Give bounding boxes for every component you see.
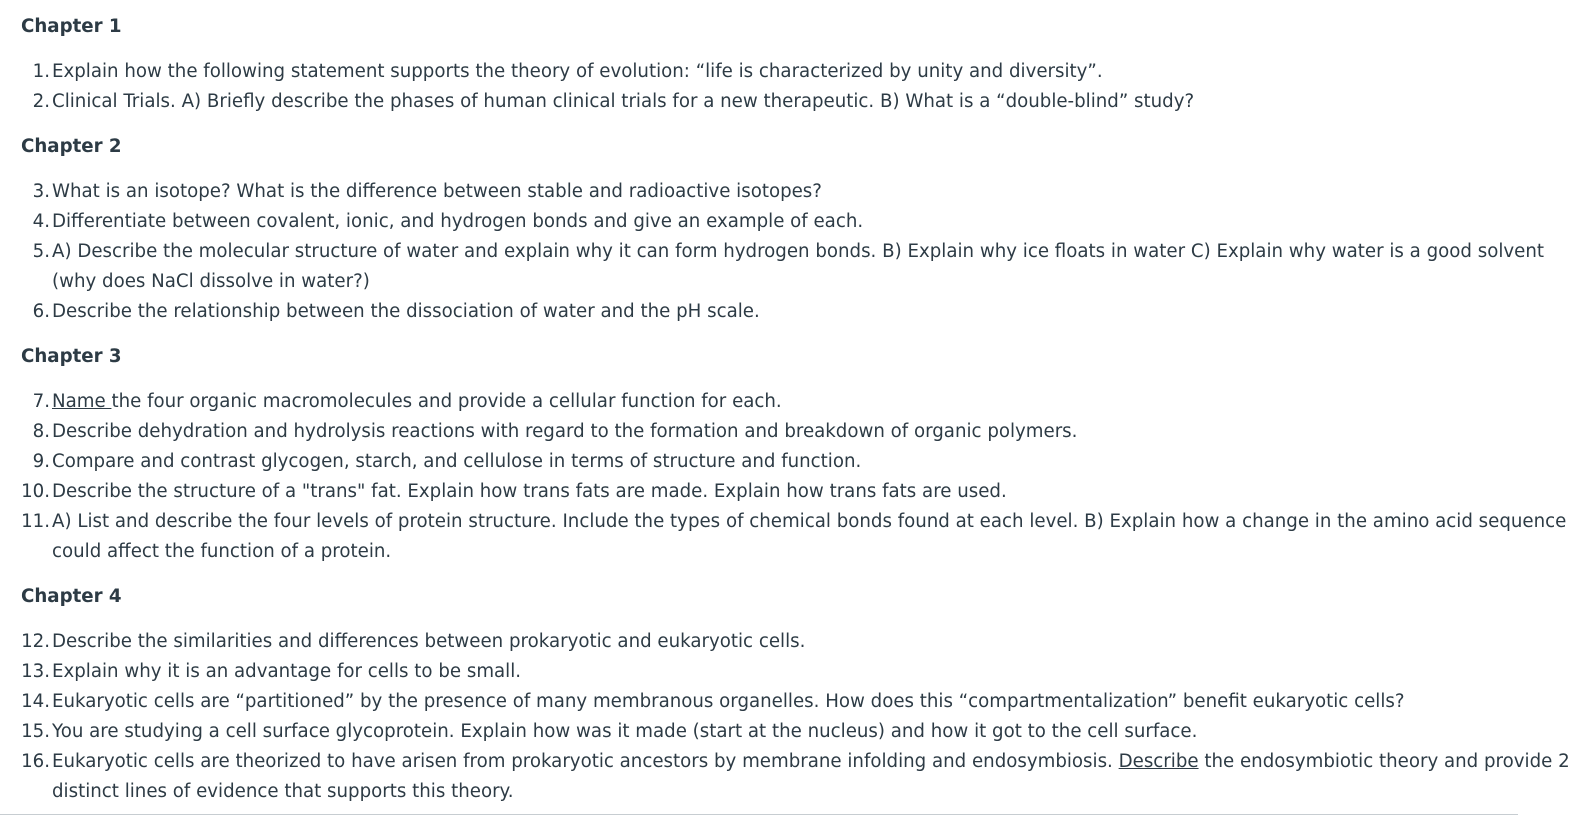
question-text: Explain how the following statement supports the theory of evolution: “life is characterized by unity and diversity”. bbox=[52, 61, 1103, 82]
chapter-heading: Chapter 3 bbox=[21, 346, 122, 367]
question-item bbox=[21, 207, 1518, 237]
question-number: 7. bbox=[32, 391, 50, 412]
question-text-line-2: could affect the function of a protein. bbox=[52, 541, 392, 562]
question-text: Describe dehydration and hydrolysis reactions with regard to the formation and breakdown of organic polymers. bbox=[52, 421, 1078, 442]
question-text: Clinical Trials. A) Briefly describe the phases of human clinical trials for a new therapeutic. B) What is a “double-blind” study? bbox=[52, 91, 1195, 112]
bottom-divider bbox=[0, 814, 1518, 815]
chapter-1-section bbox=[21, 0, 1518, 117]
question-text-line-1: A) Describe the molecular structure of water and explain why it can form hydrogen bonds. B) Explain why ice floats in water C) Explain why water is a good solvent bbox=[52, 241, 1544, 262]
question-number: 11. bbox=[21, 511, 50, 532]
question-text-line-2: (why does NaCl dissolve in water?) bbox=[52, 271, 370, 292]
question-item bbox=[21, 387, 1518, 417]
question-text: What is an isotope? What is the difference between stable and radioactive isotopes? bbox=[52, 181, 822, 202]
question-text: Describe the similarities and differences between prokaryotic and eukaryotic cells. bbox=[52, 631, 806, 652]
question-item bbox=[21, 297, 1518, 327]
question-text: the endosymbiotic theory and provide 2 bbox=[1198, 751, 1570, 772]
question-item bbox=[21, 657, 1518, 687]
question-number: 10. bbox=[21, 481, 50, 502]
underlined-keyword: Name bbox=[52, 391, 112, 412]
question-number: 4. bbox=[32, 211, 50, 232]
question-item bbox=[21, 687, 1518, 717]
question-text: Eukaryotic cells are “partitioned” by the presence of many membranous organelles. How does this “compartmentalization” benefit eukaryotic cells? bbox=[52, 691, 1405, 712]
question-list bbox=[21, 162, 1544, 327]
question-number: 1. bbox=[32, 61, 50, 82]
question-item bbox=[21, 627, 1518, 657]
question-text: Describe the structure of a "trans" fat. Explain how trans fats are made. Explain how trans fats are used. bbox=[52, 481, 1007, 502]
question-text: Eukaryotic cells are theorized to have arisen from prokaryotic ancestors by membrane infolding and endosymbiosis. bbox=[52, 751, 1119, 772]
question-text-line-1: A) List and describe the four levels of protein structure. Include the types of chemical bonds found at each level. B) Explain how a change in the amino acid sequence bbox=[52, 511, 1567, 532]
question-number: 6. bbox=[32, 301, 50, 322]
question-item bbox=[21, 507, 1567, 567]
question-list bbox=[21, 42, 1518, 117]
question-text: Differentiate between covalent, ionic, and hydrogen bonds and give an example of each. bbox=[52, 211, 864, 232]
chapter-heading: Chapter 2 bbox=[21, 136, 122, 157]
question-item bbox=[21, 87, 1518, 117]
question-number: 16. bbox=[21, 751, 50, 772]
question-item bbox=[21, 177, 1518, 207]
question-text: Compare and contrast glycogen, starch, and cellulose in terms of structure and function. bbox=[52, 451, 862, 472]
question-number: 3. bbox=[32, 181, 50, 202]
question-list bbox=[21, 612, 1570, 807]
question-number: 14. bbox=[21, 691, 50, 712]
chapter-3-section bbox=[21, 327, 1567, 567]
question-text: Explain why it is an advantage for cells to be small. bbox=[52, 661, 522, 682]
question-list bbox=[21, 372, 1567, 567]
question-number: 12. bbox=[21, 631, 50, 652]
question-number: 9. bbox=[32, 451, 50, 472]
question-number: 8. bbox=[32, 421, 50, 442]
question-text-line-2: distinct lines of evidence that supports this theory. bbox=[52, 781, 514, 802]
question-text-line-1 bbox=[52, 747, 1570, 777]
question-text: You are studying a cell surface glycoprotein. Explain how was it made (start at the nucleus) and how it got to the cell surface. bbox=[52, 721, 1198, 742]
question-item bbox=[21, 717, 1518, 747]
question-number: 2. bbox=[32, 91, 50, 112]
chapter-4-section bbox=[21, 567, 1570, 807]
question-number: 13. bbox=[21, 661, 50, 682]
question-item bbox=[21, 477, 1518, 507]
question-item bbox=[21, 417, 1518, 447]
chapter-2-section bbox=[21, 117, 1544, 327]
question-number: 5. bbox=[32, 241, 50, 262]
question-item bbox=[21, 237, 1544, 297]
underlined-keyword: Describe bbox=[1118, 751, 1199, 772]
question-item bbox=[21, 747, 1570, 807]
chapter-heading: Chapter 4 bbox=[21, 586, 122, 607]
question-text: the four organic macromolecules and provide a cellular function for each. bbox=[111, 391, 782, 412]
question-item bbox=[21, 57, 1518, 87]
chapter-heading: Chapter 1 bbox=[21, 16, 122, 37]
question-text: Describe the relationship between the dissociation of water and the pH scale. bbox=[52, 301, 760, 322]
question-number: 15. bbox=[21, 721, 50, 742]
question-item bbox=[21, 447, 1518, 477]
